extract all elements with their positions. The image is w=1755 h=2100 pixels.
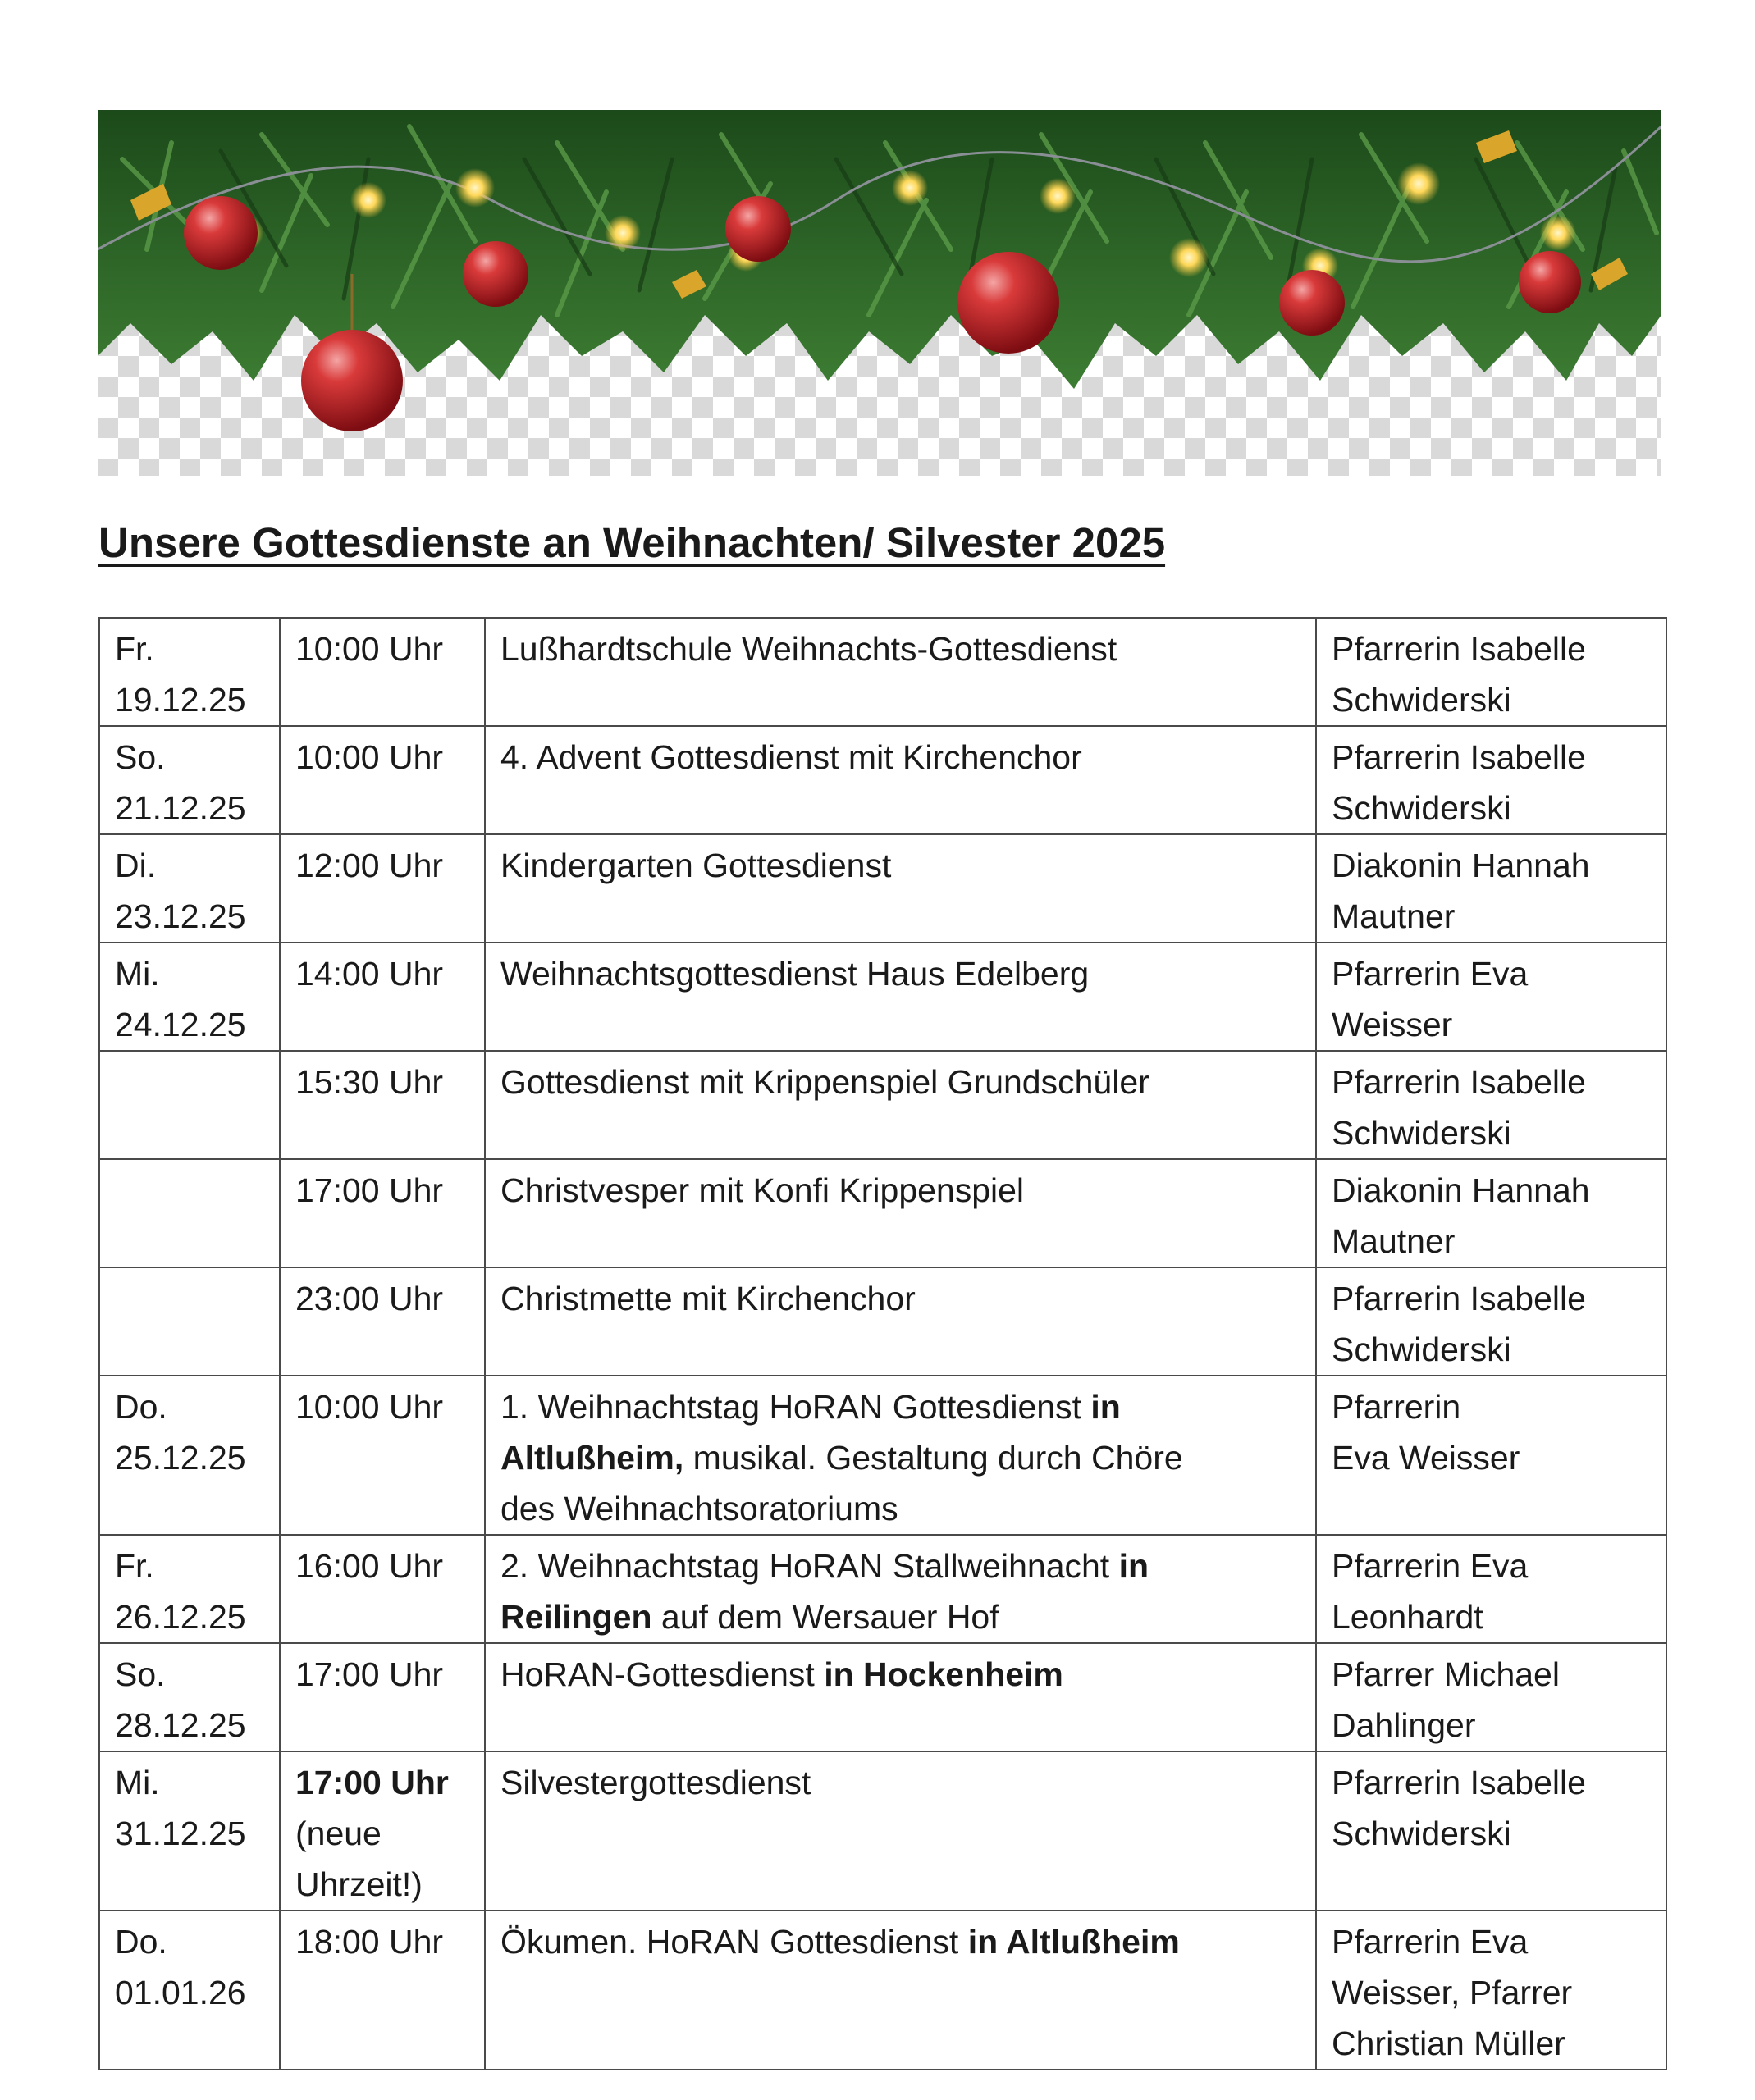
weekday: Mi.	[115, 955, 160, 993]
person: Mautner	[1332, 897, 1456, 935]
date-cell	[99, 726, 280, 834]
person: Schwiderski	[1332, 1815, 1511, 1852]
time-cell	[280, 726, 485, 834]
time: 17:00 Uhr	[295, 1655, 444, 1693]
event-line: Reilingen auf dem Wersauer Hof	[500, 1598, 999, 1636]
person: Schwiderski	[1332, 1114, 1511, 1152]
time-cell	[280, 1051, 485, 1159]
event: Gottesdienst mit Krippenspiel Grundschüler	[500, 1063, 1149, 1101]
person: Diakonin Hannah	[1332, 1171, 1590, 1209]
person-cell	[1316, 1643, 1666, 1751]
time-cell	[280, 1751, 485, 1911]
weekday: Do.	[115, 1923, 167, 1961]
person: Pfarrerin Isabelle	[1332, 1280, 1586, 1317]
event-cell	[485, 1267, 1316, 1376]
time-cell	[280, 1267, 485, 1376]
table-row	[99, 1911, 1666, 2070]
event: Weihnachtsgottesdienst Haus Edelberg	[500, 955, 1090, 993]
date-cell	[99, 1751, 280, 1911]
time: 12:00 Uhr	[295, 847, 444, 884]
weekday: So.	[115, 1655, 166, 1693]
person: Pfarrer Michael	[1332, 1655, 1560, 1693]
date: 31.12.25	[115, 1815, 246, 1852]
person: Christian Müller	[1332, 2025, 1565, 2062]
event-cell	[485, 726, 1316, 834]
time: 15:30 Uhr	[295, 1063, 444, 1101]
person-cell	[1316, 834, 1666, 943]
date-cell	[99, 1051, 280, 1159]
event-cell	[485, 1911, 1316, 2070]
person: Pfarrerin	[1332, 1388, 1461, 1426]
table-row	[99, 1159, 1666, 1267]
time-cell	[280, 943, 485, 1051]
table-row	[99, 726, 1666, 834]
event: 4. Advent Gottesdienst mit Kirchenchor	[500, 738, 1082, 776]
date: 21.12.25	[115, 789, 246, 827]
person-cell	[1316, 1911, 1666, 2070]
table-row	[99, 1267, 1666, 1376]
date-cell	[99, 618, 280, 726]
time-cell	[280, 834, 485, 943]
event-cell	[485, 1159, 1316, 1267]
person: Diakonin Hannah	[1332, 847, 1590, 884]
time: 18:00 Uhr	[295, 1923, 444, 1961]
event: Christmette mit Kirchenchor	[500, 1280, 916, 1317]
person-cell	[1316, 726, 1666, 834]
event-cell	[485, 943, 1316, 1051]
weekday: Do.	[115, 1388, 167, 1426]
event-cell	[485, 1535, 1316, 1643]
person: Pfarrerin Eva	[1332, 1547, 1529, 1585]
weekday: Fr.	[115, 630, 154, 668]
person-cell	[1316, 1159, 1666, 1267]
date-cell	[99, 943, 280, 1051]
person-cell	[1316, 1535, 1666, 1643]
person-cell	[1316, 618, 1666, 726]
person-cell	[1316, 1751, 1666, 1911]
event-line: Altlußheim, musikal. Gestaltung durch Chöre	[500, 1439, 1183, 1477]
time: 16:00 Uhr	[295, 1547, 444, 1585]
table-row	[99, 1643, 1666, 1751]
table-row	[99, 1535, 1666, 1643]
event-line: HoRAN-Gottesdienst in Hockenheim	[500, 1655, 1063, 1693]
event-cell	[485, 1643, 1316, 1751]
person: Pfarrerin Eva	[1332, 1923, 1529, 1961]
person: Weisser	[1332, 1006, 1453, 1043]
time: 10:00 Uhr	[295, 738, 444, 776]
time: 17:00 Uhr	[295, 1171, 444, 1209]
event-cell	[485, 1751, 1316, 1911]
time: 23:00 Uhr	[295, 1280, 444, 1317]
event: Christvesper mit Konfi Krippenspiel	[500, 1171, 1025, 1209]
table-row	[99, 943, 1666, 1051]
garland-illustration	[98, 110, 1661, 476]
person-cell	[1316, 1267, 1666, 1376]
event-line: 2. Weihnachtstag HoRAN Stallweihnacht in	[500, 1547, 1149, 1585]
event: Silvestergottesdienst	[500, 1764, 811, 1801]
person: Schwiderski	[1332, 1331, 1511, 1368]
event: Lußhardtschule Weihnachts-Gottesdienst	[500, 630, 1117, 668]
time: 17:00 Uhr	[295, 1764, 449, 1801]
time-cell	[280, 1159, 485, 1267]
date: 24.12.25	[115, 1006, 246, 1043]
person-cell	[1316, 1051, 1666, 1159]
time-cell	[280, 1911, 485, 2070]
weekday: Di.	[115, 847, 157, 884]
date: 28.12.25	[115, 1706, 246, 1744]
weekday: Fr.	[115, 1547, 154, 1585]
time-note: Uhrzeit!)	[295, 1865, 423, 1903]
person: Schwiderski	[1332, 681, 1511, 719]
date-cell	[99, 1376, 280, 1535]
event-cell	[485, 1051, 1316, 1159]
date-cell	[99, 834, 280, 943]
table-row	[99, 1751, 1666, 1911]
person-cell	[1316, 943, 1666, 1051]
weekday: So.	[115, 738, 166, 776]
person: Leonhardt	[1332, 1598, 1483, 1636]
time-cell	[280, 618, 485, 726]
table-row	[99, 618, 1666, 726]
event-cell	[485, 618, 1316, 726]
event-line: des Weihnachtsoratoriums	[500, 1490, 898, 1527]
person: Pfarrerin Isabelle	[1332, 1063, 1586, 1101]
date-cell	[99, 1535, 280, 1643]
date: 26.12.25	[115, 1598, 246, 1636]
person: Dahlinger	[1332, 1706, 1476, 1744]
date: 19.12.25	[115, 681, 246, 719]
event-line: Ökumen. HoRAN Gottesdienst in Altlußheim	[500, 1923, 1180, 1961]
person: Weisser, Pfarrer	[1332, 1974, 1573, 2011]
date: 23.12.25	[115, 897, 246, 935]
table-row	[99, 834, 1666, 943]
person: Mautner	[1332, 1222, 1456, 1260]
person: Eva Weisser	[1332, 1439, 1520, 1477]
time-note: (neue	[295, 1815, 382, 1852]
table-row	[99, 1376, 1666, 1535]
date-cell	[99, 1643, 280, 1751]
page-title: Unsere Gottesdienste an Weihnachten/ Silvester 2025	[98, 519, 1166, 566]
time-cell	[280, 1643, 485, 1751]
date-cell	[99, 1159, 280, 1267]
event-line: 1. Weihnachtstag HoRAN Gottesdienst in	[500, 1388, 1121, 1426]
date: 25.12.25	[115, 1439, 246, 1477]
time-cell	[280, 1376, 485, 1535]
person: Pfarrerin Isabelle	[1332, 1764, 1586, 1801]
table-row	[99, 1051, 1666, 1159]
event: Kindergarten Gottesdienst	[500, 847, 892, 884]
person: Pfarrerin Eva	[1332, 955, 1529, 993]
time-cell	[280, 1535, 485, 1643]
person: Pfarrerin Isabelle	[1332, 630, 1586, 668]
christmas-garland-banner	[98, 110, 1661, 476]
service-schedule-table	[98, 617, 1667, 2070]
date: 01.01.26	[115, 1974, 246, 2011]
person: Schwiderski	[1332, 789, 1511, 827]
time: 14:00 Uhr	[295, 955, 444, 993]
date-cell	[99, 1267, 280, 1376]
person-cell	[1316, 1376, 1666, 1535]
event-cell	[485, 834, 1316, 943]
event-cell	[485, 1376, 1316, 1535]
time: 10:00 Uhr	[295, 1388, 444, 1426]
weekday: Mi.	[115, 1764, 160, 1801]
time: 10:00 Uhr	[295, 630, 444, 668]
person: Pfarrerin Isabelle	[1332, 738, 1586, 776]
date-cell	[99, 1911, 280, 2070]
